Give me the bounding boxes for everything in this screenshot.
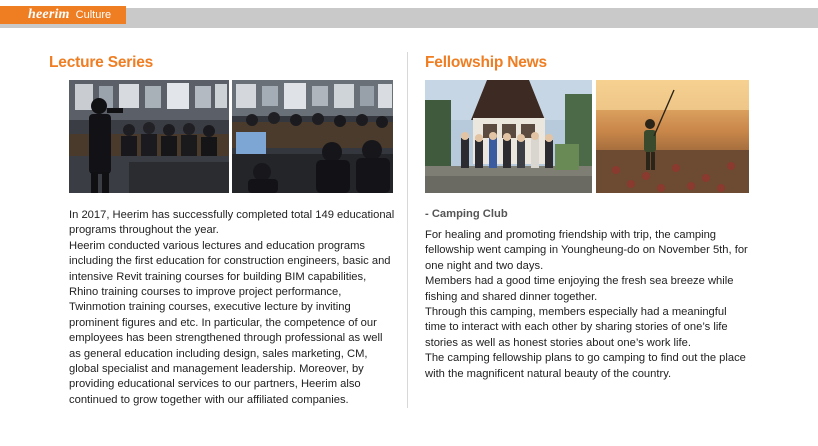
camping-group-photo [425,80,592,193]
lecture-description [69,208,396,408]
fellowship-paragraph: Members had a good time enjoying the fresh sea breeze while fishing and shared dinner together. [425,275,734,303]
lecture-paragraph: In 2017, Heerim has successfully completed total 149 educational programs throughout the year. [69,209,395,237]
fellowship-description [425,228,750,382]
camping-club-subheading: - Camping Club [425,208,508,220]
fellowship-news-title: Fellowship News [425,54,547,71]
lecture-photo-audience [232,80,393,193]
heerim-logo: heerim [28,7,70,22]
fellowship-paragraph: For healing and promoting friendship with trip, the camping fellowship went camping in Youngheung-do on November 5th, for one night and two days. [425,229,748,272]
fishing-sunset-photo [596,80,749,193]
column-divider [407,52,408,408]
lecture-photo-presenter [69,80,229,193]
lecture-series-title: Lecture Series [49,54,154,71]
fellowship-paragraph: The camping fellowship plans to go camping to find out the place with the magnificent natural beauty of the country. [425,352,746,380]
brand-tab[interactable] [0,6,126,24]
fellowship-paragraph: Through this camping, members especially had a meaningful time to interact with each other by sharing stories of one’s life stories as well as honest stories about one’s work life. [425,306,728,349]
lecture-paragraph: Heerim conducted various lectures and education programs including the first education for construction engineers, basic and intensive Revit training courses for building BIM capabilities, Rhino training courses to improve project performance, Twinmotion training courses, executive lecture by inviting prominent figures and etc. In particular, the competence of our employees has been strengthened through professional as well as general education including design, sales marketing, CM, global specialist and management leadership. Moreover, by providing educational services to our partners, Heerim also continued to grow together with our affiliated companies. [69,239,391,406]
section-label: Culture [75,9,112,21]
